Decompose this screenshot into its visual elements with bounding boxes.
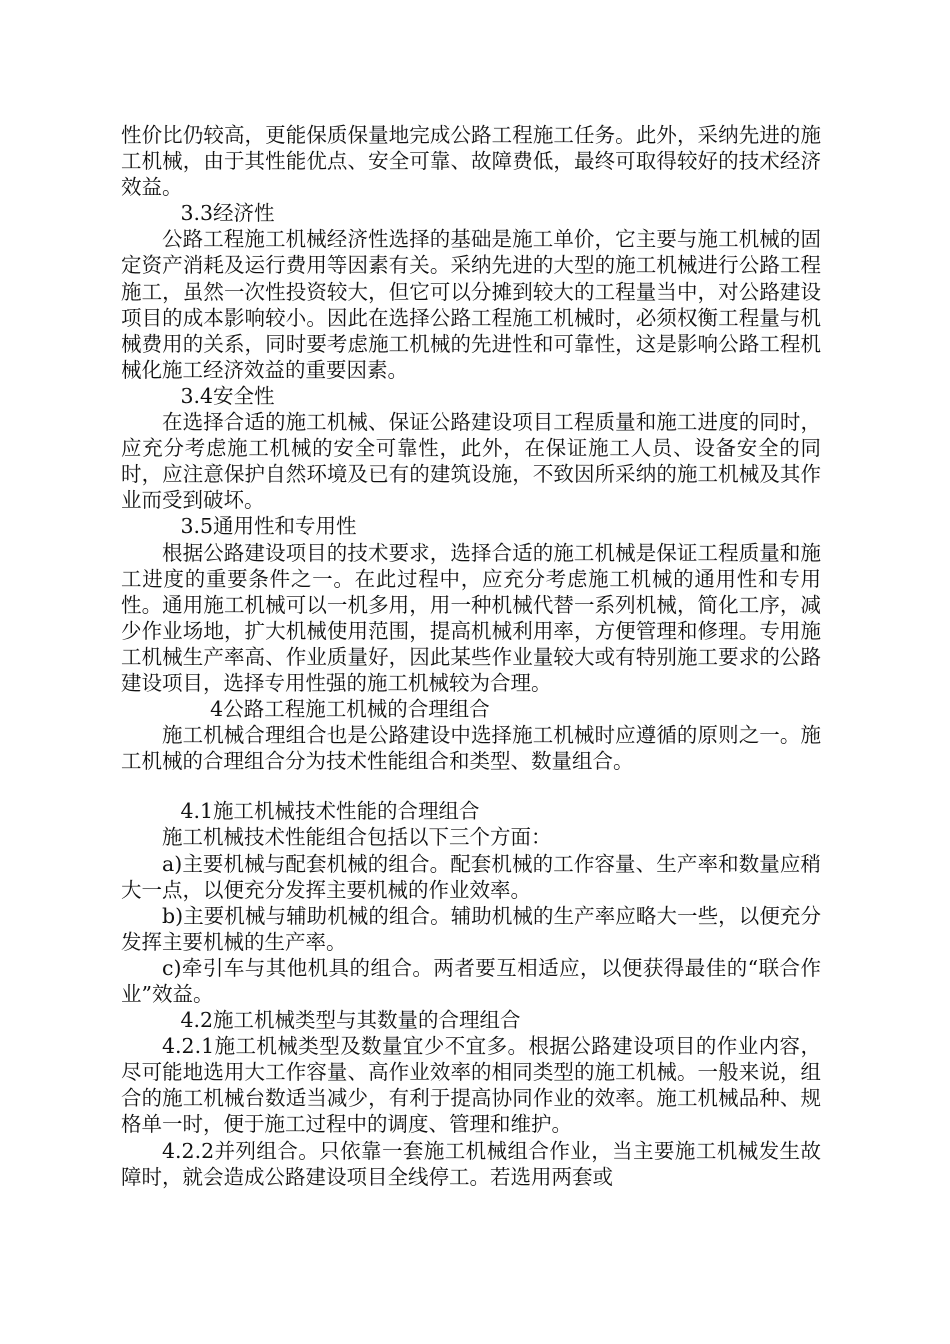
document-body: [121, 122, 821, 1190]
section-heading-4-1: 4.1施工机械技术性能的合理组合: [180, 799, 480, 824]
paragraph-combination-intro: 施工机械合理组合也是公路建设中选择施工机械时应遵循的原则之一。施工机械的合理组合分为技术性能组合和类型、数量组合。: [121, 723, 821, 774]
section-heading-3-3: 3.3经济性: [180, 201, 275, 226]
paragraph-gap: [121, 774, 821, 798]
chapter-heading-4: 4公路工程施工机械的合理组合: [210, 697, 490, 722]
paragraph-economy: 公路工程施工机械经济性选择的基础是施工单价，它主要与施工机械的固定资产消耗及运行费用等因素有关。采纳先进的大型的施工机械进行公路工程施工，虽然一次性投资较大，但它可以分摊到较大的工程量当中，对公路建设项目的成本影响较小。因此在选择公路工程施工机械时，必须权衡工程量与机械费用的关系，同时要考虑施工机械的先进性和可靠性，这是影响公路工程机械化施工经济效益的重要因素。: [121, 227, 821, 382]
list-item-a: a)主要机械与配套机械的组合。配套机械的工作容量、生产率和数量应稍大一点，以便充分发挥主要机械的作业效率。: [121, 851, 821, 902]
list-item-b: b)主要机械与辅助机械的组合。辅助机械的生产率应略大一些，以便充分发挥主要机械的生产率。: [121, 903, 821, 954]
paragraph-performance-intro: 施工机械技术性能组合包括以下三个方面：: [162, 825, 552, 850]
paragraph-4-2-1: 4.2.1施工机械类型及数量宜少不宜多。根据公路建设项目的作业内容，尽可能地选用大工作容量、高作业效率的相同类型的施工机械。一般来说，组合的施工机械台数适当减少，有利于提高协同作业的效率。施工机械品种、规格单一时，便于施工过程中的调度、管理和维护。: [121, 1034, 821, 1137]
section-heading-3-5: 3.5通用性和专用性: [180, 514, 357, 539]
paragraph-4-2-2: 4.2.2并列组合。只依靠一套施工机械组合作业，当主要施工机械发生故障时，就会造成公路建设项目全线停工。若选用两套或: [121, 1138, 821, 1189]
list-item-c: c)牵引车与其他机具的组合。两者要互相适应，以便获得最佳的“联合作业”效益。: [121, 955, 821, 1006]
paragraph-safety: 在选择合适的施工机械、保证公路建设项目工程质量和施工进度的同时，应充分考虑施工机械的安全可靠性，此外，在保证施工人员、设备安全的同时，应注意保护自然环境及已有的建筑设施，不致因所采纳的施工机械及其作业而受到破坏。: [121, 410, 821, 513]
section-heading-3-4: 3.4安全性: [180, 383, 275, 408]
paragraph-generality: 根据公路建设项目的技术要求，选择合适的施工机械是保证工程质量和施工进度的重要条件之一。在此过程中，应充分考虑施工机械的通用性和专用性。通用施工机械可以一机多用，用一种机械代替一系列机械，简化工序，减少作业场地，扩大机械使用范围，提高机械利用率，方便管理和修理。专用施工机械生产率高、作业质量好，因此某些作业量较大或有特别施工要求的公路建设项目，选择专用性强的施工机械较为合理。: [121, 540, 821, 695]
section-heading-4-2: 4.2施工机械类型与其数量的合理组合: [180, 1008, 521, 1033]
paragraph-continued: 性价比仍较高，更能保质保量地完成公路工程施工任务。此外，采纳先进的施工机械，由于其性能优点、安全可靠、故障费低，最终可取得较好的技术经济效益。: [121, 123, 821, 200]
